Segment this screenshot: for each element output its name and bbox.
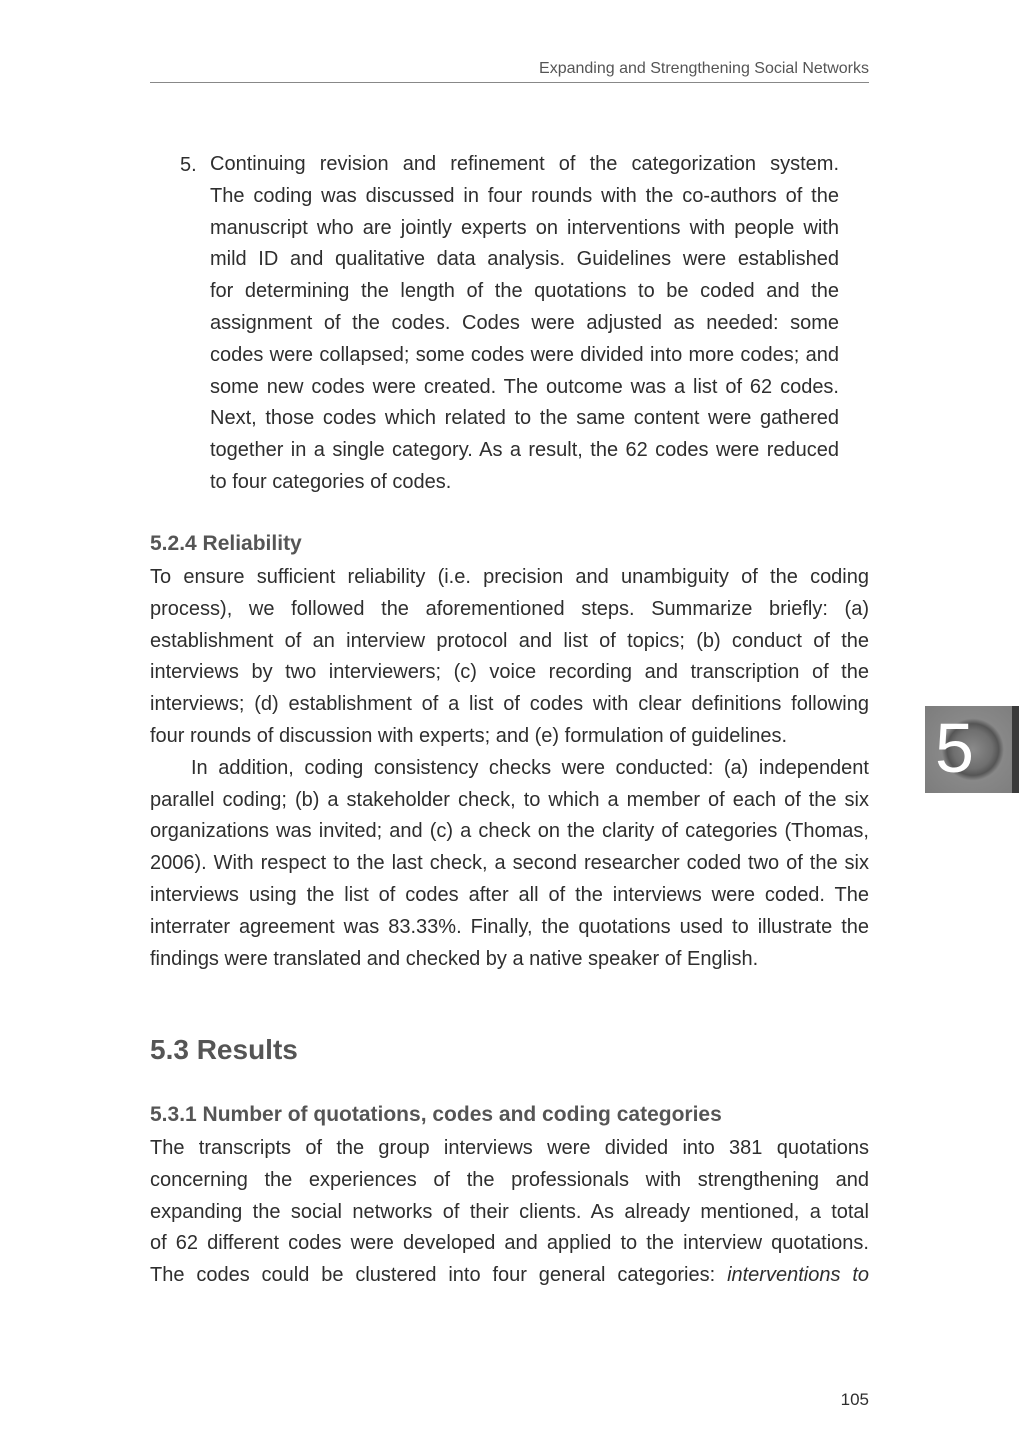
paragraph-reliability-2 [150, 753, 869, 976]
list-item-text [210, 149, 839, 499]
text-line: To ensure sufficient reliability (i.e. precision and unambiguity of the coding [150, 566, 869, 588]
header-rule [150, 82, 869, 83]
text-line [150, 1260, 869, 1292]
text-line: interviews using the list of codes after all of the interviews were coded. The [150, 883, 869, 906]
text-line: Next, those codes which related to the same content were gathered [210, 407, 839, 430]
text-line: together in a single category. As a result, the 62 codes were reduced [210, 439, 839, 462]
text-line: parallel coding; (b) a stakeholder check, to which a member of each of the six [150, 788, 869, 811]
text-line: interviews; (d) establishment of a list of codes with clear definitions following [150, 693, 869, 716]
text-line: interrater agreement was 83.33%. Finally, the quotations used to illustrate the [150, 915, 869, 938]
text-line: The transcripts of the group interviews were divided into 381 quotations [150, 1137, 869, 1159]
text-line: The coding was discussed in four rounds with the co-authors of the [210, 184, 839, 207]
text-line: Continuing revision and refinement of the categorization system. [210, 153, 839, 175]
text-line: findings were translated and checked by a native speaker of English. [150, 947, 759, 970]
section-heading-quotations: 5.3.1 Number of quotations, codes and coding categories [150, 1103, 722, 1126]
page-number: 105 [840, 1390, 869, 1409]
chapter-thumb-tab [925, 706, 1012, 793]
text-line-italic: interventions to [727, 1264, 870, 1287]
text-line: four rounds of discussion with experts; and (e) formulation of guidelines. [150, 724, 788, 747]
text-line: manuscript who are jointly experts on interventions with people with [210, 216, 839, 239]
text-line: In addition, coding consistency checks were conducted: (a) independent [191, 756, 869, 779]
text-line: concerning the experiences of the professionals with strengthening and [150, 1168, 869, 1191]
text-line: expanding the social networks of their clients. As already mentioned, a total [150, 1200, 869, 1223]
chapter-number: 5 [935, 709, 974, 787]
text-line: assignment of the codes. Codes were adjusted as needed: some [210, 311, 839, 334]
text-line: to four categories of codes. [210, 470, 452, 493]
text-line-plain: The codes could be clustered into four general categories: [150, 1264, 716, 1287]
text-line: some new codes were created. The outcome was a list of 62 codes. [210, 375, 839, 398]
section-heading-results: 5.3 Results [150, 1034, 298, 1065]
text-line: 2006). With respect to the last check, a second researcher coded two of the six [150, 852, 869, 875]
text-line: interviews by two interviewers; (c) voice recording and transcription of the [150, 661, 869, 684]
chapter-tab-edge [1012, 706, 1019, 793]
section-heading-reliability: 5.2.4 Reliability [150, 532, 302, 555]
text-line: codes were collapsed; some codes were divided into more codes; and [210, 343, 839, 366]
paragraph-reliability-1 [150, 562, 869, 753]
text-line: establishment of an interview protocol and list of topics; (b) conduct of the [150, 629, 869, 652]
paragraph-quotations-lines [150, 1133, 869, 1260]
text-line: mild ID and qualitative data analysis. Guidelines were established [210, 248, 839, 271]
list-item-number: 5. [180, 154, 197, 176]
text-line: of 62 different codes were developed and applied to the interview quotations. [150, 1232, 869, 1255]
paragraph-quotations [150, 1133, 869, 1292]
running-head: Expanding and Strengthening Social Networks [539, 60, 869, 77]
text-line: for determining the length of the quotations to be coded and the [210, 280, 839, 303]
text-line: process), we followed the aforementioned steps. Summarize briefly: (a) [150, 597, 869, 620]
text-line: organizations was invited; and (c) a check on the clarity of categories (Thomas, [150, 820, 869, 843]
